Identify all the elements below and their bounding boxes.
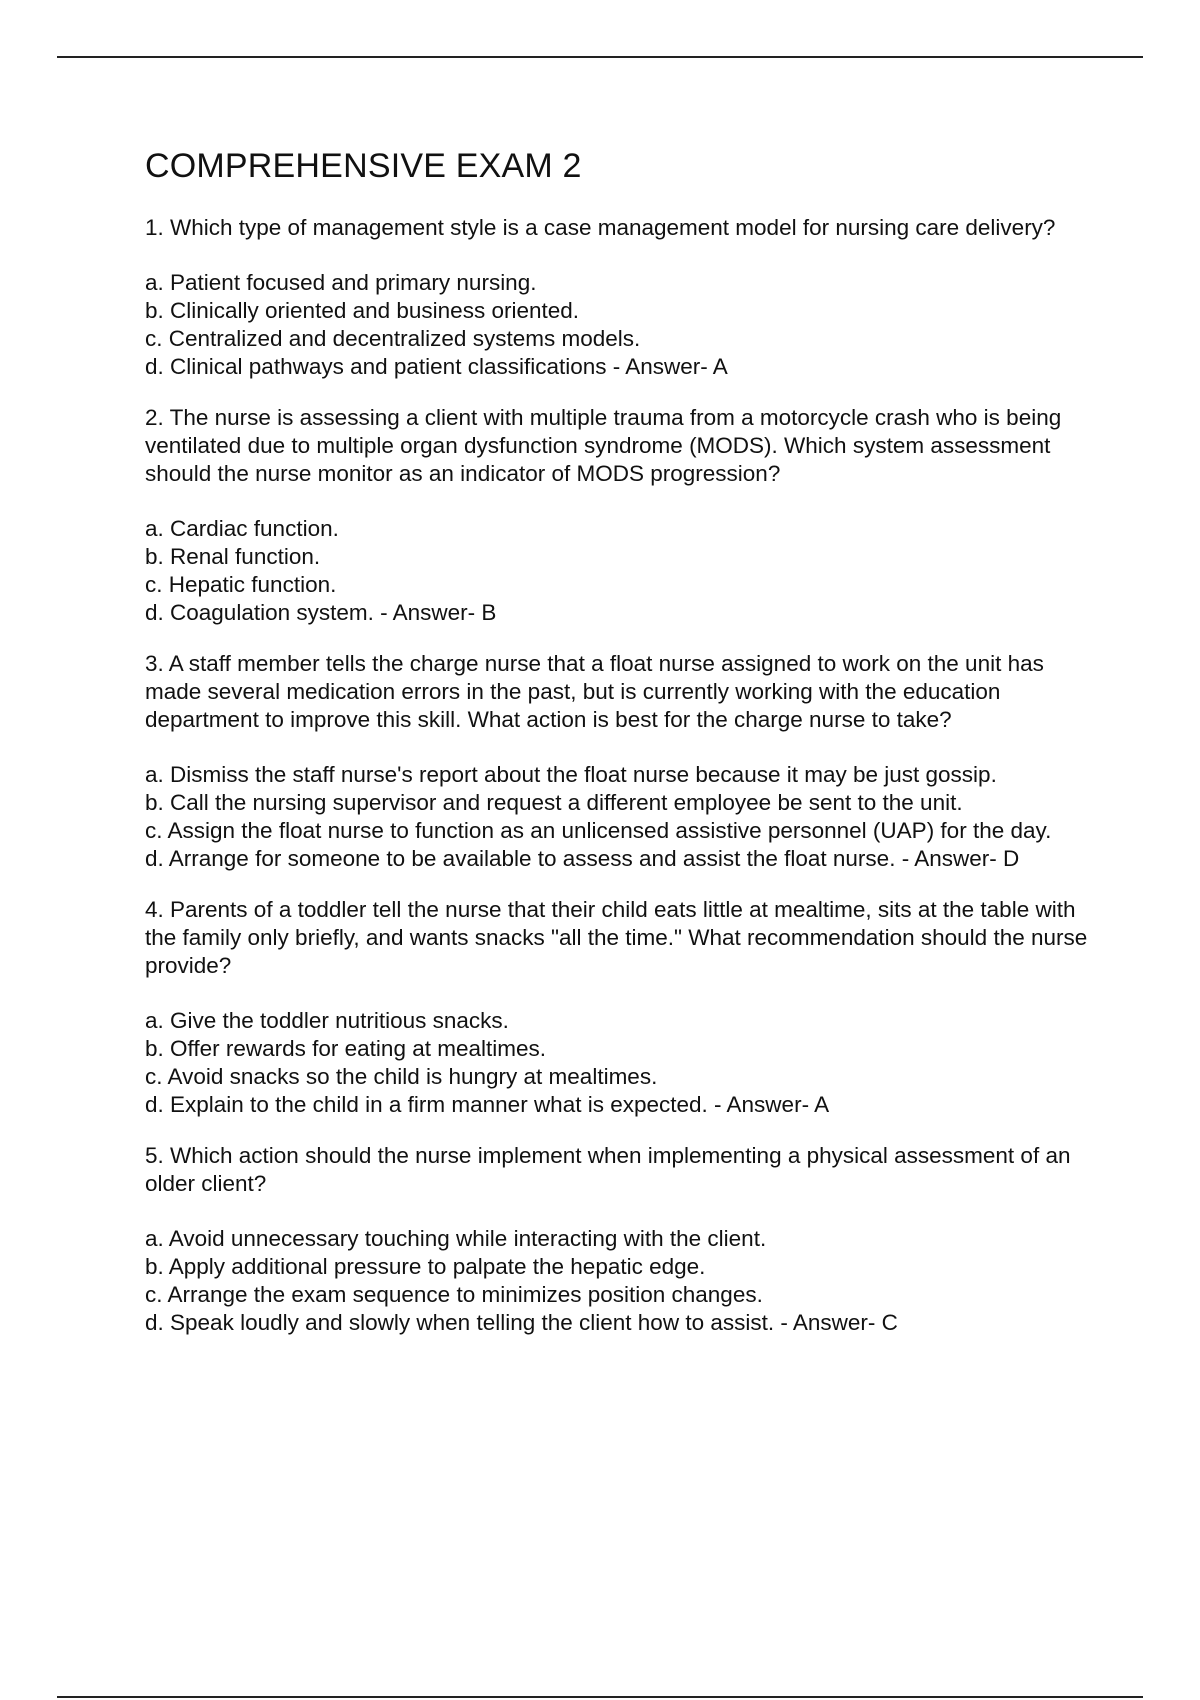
question-block	[145, 650, 1105, 873]
document-body	[145, 144, 1105, 1360]
answer-option: d. Coagulation system. - Answer- B	[145, 600, 497, 625]
answer-option: b. Apply additional pressure to palpate the hepatic edge.	[145, 1254, 706, 1279]
question-text: 2. The nurse is assessing a client with multiple trauma from a motorcycle crash who is being ventilated due to multiple organ dysfunction syndrome (MODS). Which system assessment should the nurse monitor as an indicator of MODS progression?	[145, 405, 1062, 486]
answer-option: b. Clinically oriented and business oriented.	[145, 298, 580, 323]
answer-options	[145, 269, 1105, 381]
answer-option: a. Dismiss the staff nurse's report about the float nurse because it may be just gossip.	[145, 762, 997, 787]
question-text: 3. A staff member tells the charge nurse that a float nurse assigned to work on the unit has made several medication errors in the past, but is currently working with the education department to improve this skill. What action is best for the charge nurse to take?	[145, 651, 1044, 732]
question-text: 5. Which action should the nurse implement when implementing a physical assessment of an older client?	[145, 1143, 1071, 1196]
answer-options	[145, 1007, 1105, 1119]
answer-option: c. Avoid snacks so the child is hungry at mealtimes.	[145, 1064, 658, 1089]
question-block	[145, 404, 1105, 627]
answer-option: d. Arrange for someone to be available to assess and assist the float nurse. - Answer- D	[145, 846, 1020, 871]
page-title: COMPREHENSIVE EXAM 2	[145, 147, 582, 185]
answer-option: d. Explain to the child in a firm manner what is expected. - Answer- A	[145, 1092, 830, 1117]
answer-option: d. Clinical pathways and patient classifications - Answer- A	[145, 354, 728, 379]
question-text: 1. Which type of management style is a case management model for nursing care delivery?	[145, 215, 1056, 240]
answer-option: c. Centralized and decentralized systems models.	[145, 326, 641, 351]
answer-option: c. Arrange the exam sequence to minimizes position changes.	[145, 1282, 763, 1307]
bottom-divider	[57, 1696, 1143, 1698]
question-block	[145, 896, 1105, 1119]
answer-option: a. Avoid unnecessary touching while interacting with the client.	[145, 1226, 767, 1251]
answer-option: d. Speak loudly and slowly when telling the client how to assist. - Answer- C	[145, 1310, 898, 1335]
answer-option: a. Cardiac function.	[145, 516, 339, 541]
answer-option: a. Patient focused and primary nursing.	[145, 270, 537, 295]
question-block	[145, 1142, 1105, 1337]
question-text: 4. Parents of a toddler tell the nurse that their child eats little at mealtime, sits at the table with the family only briefly, and wants snacks "all the time." What recommendation should the nurse provide?	[145, 897, 1088, 978]
answer-options	[145, 761, 1105, 873]
question-block	[145, 214, 1105, 381]
answer-options	[145, 515, 1105, 627]
answer-options	[145, 1225, 1105, 1337]
answer-option: b. Offer rewards for eating at mealtimes.	[145, 1036, 547, 1061]
answer-option: c. Assign the float nurse to function as an unlicensed assistive personnel (UAP) for the day.	[145, 818, 1052, 843]
answer-option: c. Hepatic function.	[145, 572, 337, 597]
answer-option: b. Renal function.	[145, 544, 321, 569]
answer-option: a. Give the toddler nutritious snacks.	[145, 1008, 509, 1033]
answer-option: b. Call the nursing supervisor and request a different employee be sent to the unit.	[145, 790, 963, 815]
top-divider	[57, 56, 1143, 58]
